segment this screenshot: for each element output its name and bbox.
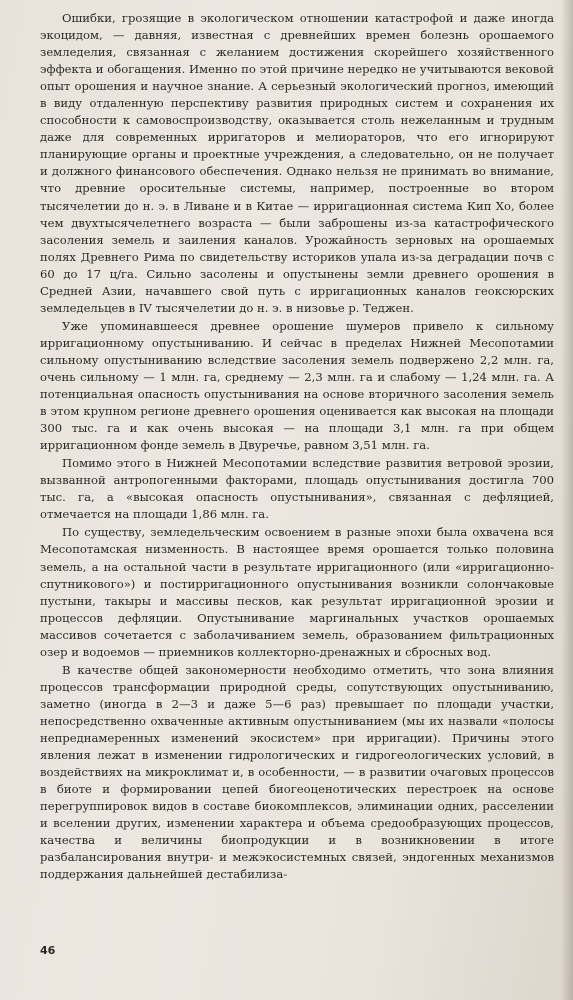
paragraph: Помимо этого в Нижней Месопотамии вследствие развития ветровой эрозии, вызванной антропогенными факторами, площадь опустынивания достигла 700 тыс. га, а «высокая опасность опустынивания», связанная с дефляцией, отмечается на площади 1,86 млн. га. [40,456,554,522]
paragraph: По существу, земледельческим освоением в разные эпохи была охвачена вся Месопотамская низменность. В настоящее время орошается только половина земель, а на остальной части в результате ирригационного (или «ирригационно-спутникового») и постирригационного опустынивания возникли солончаковые пустыни, такыры и массивы песков, как результат ирригационной эрозии и процессов дефляции. Опустынивание маргинальных участков орошаемых массивов сочетается с заболачиванием земель, образованием фильтрационных озер и водоемов — приемников коллекторно-дренажных и сбросных вод. [40,525,554,659]
page-number: 46 [40,944,56,957]
page-edge-shadow [561,0,573,1000]
body-text [40,10,554,883]
paragraph: В качестве общей закономерности необходимо отметить, что зона влияния процессов трансформации природной среды, сопутствующих опустыниванию, заметно (иногда в 2—3 и даже 5—6 раз) превышает по площади участки, непосредственно охваченные активным опустыниванием (мы их назвали «полосы непреднамеренных изменений экосистем» при ирригации). Причины этого явления лежат в изменении гидрологических и гидрогеологических условий, в воздействиях на микроклимат и, в особенности, — в развитии очаговых процессов в биоте и формировании цепей биогеоценотических перестроек на основе перегруппировок видов в составе биокомплексов, элиминации одних, расселении и вселении других, изменении характера и объема средообразующих процессов, качества и величины биопродукции и в возникновении в итоге разбалансирования внутри- и межэкосистемных связей, эндогенных механизмов поддержания дальнейшей дестабилиза- [40,662,554,882]
paragraph: Ошибки, грозящие в экологическом отношении катастрофой и даже иногда экоцидом, — давняя, известная с древнейших времен болезнь орошаемого земледелия, связанная с желанием достижения скорейшего хозяйственного эффекта и обогащения. Именно по этой причине нередко не учитываются вековой опыт орошения и научное знание. А серьезный экологический прогноз, имеющий в виду отдаленную перспективу развития природных систем и сохранения их способности к самовоспроизводству, оказывается столь нежеланным и трудным даже для современных ирригаторов и мелиораторов, что его игнорируют планирующие органы и проектные учреждения, а следовательно, он не получает и должного финансового обеспечения. Однако нельзя не принимать во внимание, что древние оросительные системы, например, построенные во втором тысячелетии до н. э. в Ливане и в Китае — ирригационная система Кип Хо, более чем двухтысячелетнего возраста — были заброшены из-за катастрофического засоления земель и заиления каналов. Урожайность зерновых на орошаемых полях Древнего Рима по свидетельству историков упала из-за деградации почв с 60 до 17 ц/га. Сильно засолены и опустынены земли древнего орошения в Средней Азии, начавшего свой путь с ирригационных каналов геоксюрских земледельцев в IV тысячелетии до н. э. в низовье р. Теджен. [40,11,554,315]
paragraph: Уже упоминавшееся древнее орошение шумеров привело к сильному ирригационному опустыниванию. И сейчас в пределах Нижней Месопотамии сильному опустыниванию вследствие засоления земель подвержено 2,2 млн. га, очень сильному — 1 млн. га, среднему — 2,3 млн. га и слабому — 1,24 млн. га. А потенциальная опасность опустынивания на основе вторичного засоления земель в этом крупном регионе древнего орошения оценивается как высокая на площади 300 тыс. га и как очень высокая — на площади 3,1 млн. га при общем ирригационном фонде земель в Двуречье, равном 3,51 млн. га. [40,318,554,453]
